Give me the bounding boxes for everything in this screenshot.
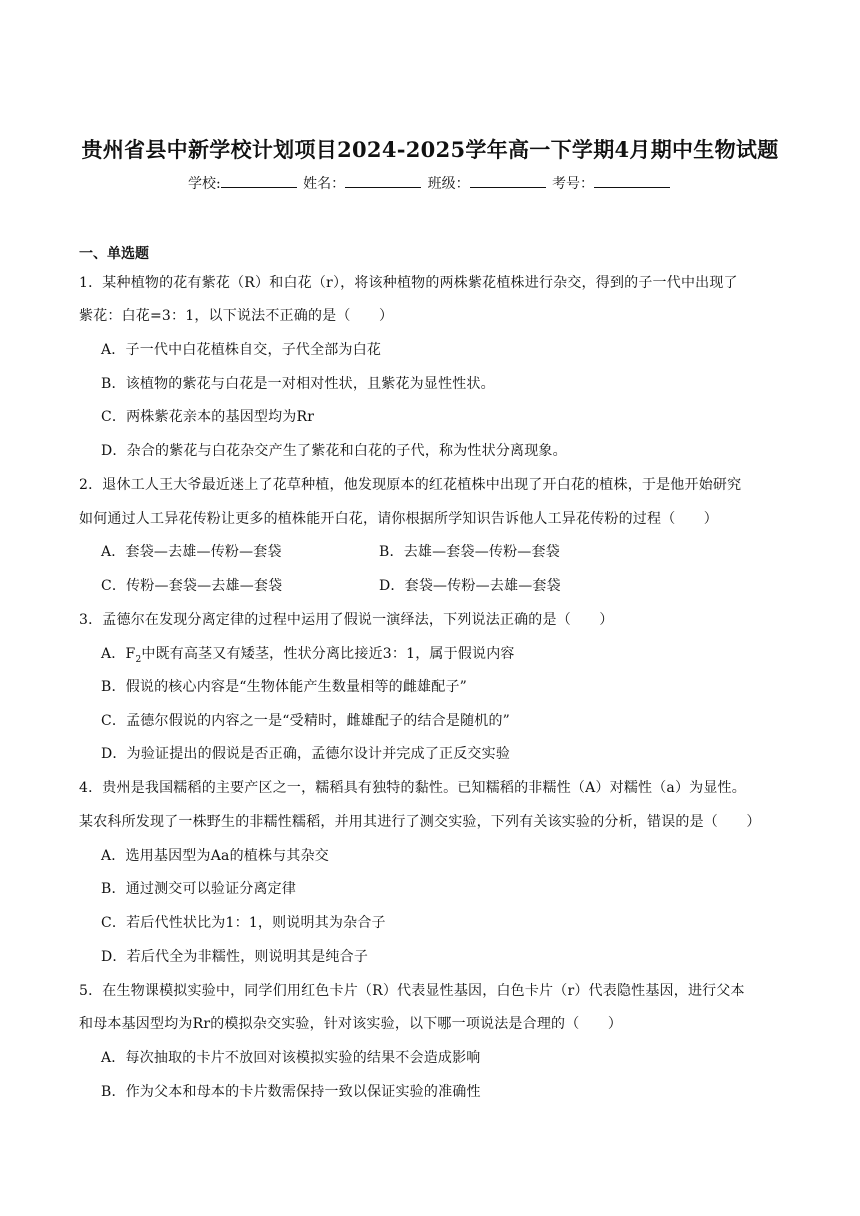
q1-stem-line1: 1．某种植物的花有紫花（R）和白花（r），将该种植物的两株紫花植株进行杂交，得到的子一代中出现了	[79, 275, 738, 291]
q5-option-b: B．作为父本和母本的卡片数需保持一致以保证实验的准确性	[101, 1084, 481, 1100]
q1-stem-line2: 紫花：白花=3：1，以下说法不正确的是（ ）	[79, 308, 394, 324]
q2-option-a: A．套袋—去雄—传粉—套袋	[101, 544, 282, 560]
q1-option-d: D．杂合的紫花与白花杂交产生了紫花和白花的子代，称为性状分离现象。	[101, 443, 567, 459]
q2-option-c: C．传粉—套袋—去雄—套袋	[101, 578, 283, 594]
section-heading: 一、单选题	[79, 246, 149, 262]
q4-option-d: D．若后代全为非糯性，则说明其是纯合子	[101, 949, 369, 965]
q4-option-c: C．若后代性状比为1：1，则说明其为杂合子	[101, 915, 386, 931]
exam-title: 贵州省县中新学校计划项目2024-2025学年高一下学期4月期中生物试题	[81, 137, 779, 162]
student-info-line	[0, 173, 860, 193]
q2-stem-line1: 2．退休工人王大爷最近迷上了花草种植，他发现原本的红花植株中出现了开白花的植株，于是他开始研究	[79, 477, 742, 493]
q3-option-d: D．为验证提出的假说是否正确，孟德尔设计并完成了正反交实验	[101, 746, 511, 762]
q2-option-d: D．套袋—传粉—去雄—套袋	[379, 578, 561, 594]
class-blank[interactable]	[470, 174, 546, 188]
q3-option-a-subscript: 2	[135, 654, 142, 665]
q2-stem-line2: 如何通过人工异花传粉让更多的植株能开白花，请你根据所学知识告诉他人工异花传粉的过程（ ）	[79, 511, 718, 527]
q4-option-b: B．通过测交可以验证分离定律	[101, 881, 297, 897]
q4-stem-line2: 某农科所发现了一株野生的非糯性糯稻，并用其进行了测交实验，下列有关该实验的分析，错误的是（ ）	[79, 814, 761, 830]
q1-option-b: B．该植物的紫花与白花是一对相对性状，且紫花为显性性状。	[101, 376, 495, 392]
q3-option-c: C．孟德尔假说的内容之一是“受精时，雌雄配子的结合是随机的”	[101, 713, 511, 729]
school-blank[interactable]	[221, 174, 297, 188]
name-blank[interactable]	[345, 174, 421, 188]
school-label: 学校:	[187, 176, 221, 192]
q3-option-a	[101, 643, 515, 665]
exam-no-label: 考号：	[552, 176, 595, 192]
q5-stem-line2: 和母本基因型均为Rr的模拟杂交实验，针对该实验，以下哪一项说法是合理的（ ）	[79, 1016, 623, 1032]
name-label: 姓名：	[303, 176, 346, 192]
q5-stem-line1: 5．在生物课模拟实验中，同学们用红色卡片（R）代表显性基因，白色卡片（r）代表隐性基因，进行父本	[79, 983, 745, 999]
q1-option-a: A．子一代中白花植株自交，子代全部为白花	[101, 342, 382, 358]
q2-option-b: B．去雄—套袋—传粉—套袋	[379, 544, 560, 560]
q3-stem: 3．孟德尔在发现分离定律的过程中运用了假说一演绎法，下列说法正确的是（ ）	[79, 612, 614, 628]
q3-option-a-prefix: A．F	[101, 646, 136, 662]
q4-option-a: A．选用基因型为Aa的植株与其杂交	[101, 848, 329, 864]
q3-option-a-text: 中既有高茎又有矮茎，性状分离比接近3：1，属于假说内容	[141, 646, 515, 662]
exam-no-blank[interactable]	[594, 174, 670, 188]
q3-option-b: B．假说的核心内容是“生物体能产生数量相等的雌雄配子”	[101, 679, 468, 695]
class-label: 班级：	[427, 176, 470, 192]
q4-stem-line1: 4．贵州是我国糯稻的主要产区之一，糯稻具有独特的黏性。已知糯稻的非糯性（A）对糯性（a）为显性。	[79, 780, 746, 796]
q1-option-c: C．两株紫花亲本的基因型均为Rr	[101, 409, 315, 425]
q5-option-a: A．每次抽取的卡片不放回对该模拟实验的结果不会造成影响	[101, 1050, 481, 1066]
